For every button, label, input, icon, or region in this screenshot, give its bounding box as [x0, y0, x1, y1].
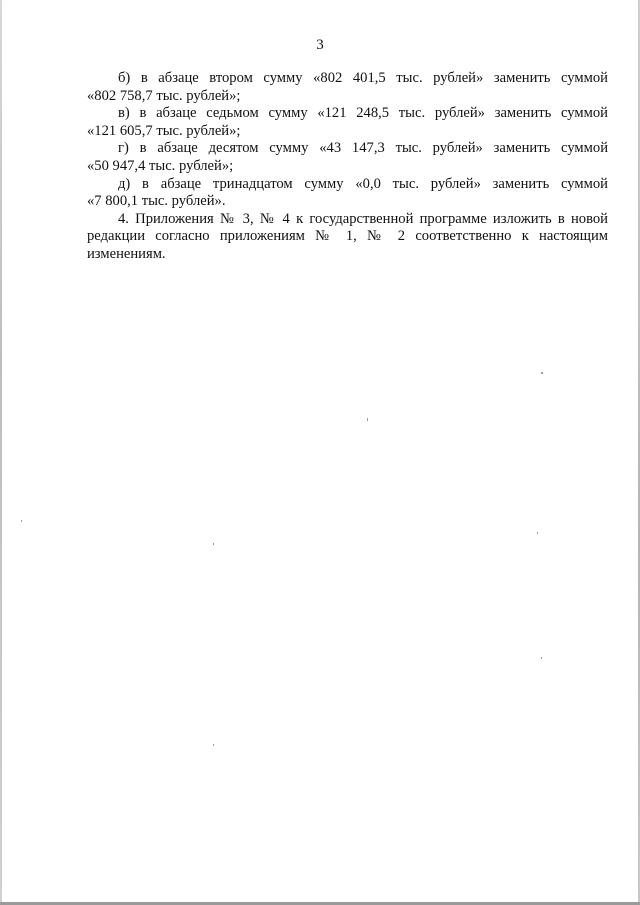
paragraph-d: [87, 176, 608, 211]
document-body: [87, 70, 608, 264]
paragraph-item-4: [87, 211, 608, 264]
paragraph-line: г) в абзаце десятом сумму «43 147,3 тыс. рублей» заменить суммой: [118, 140, 608, 157]
scan-speck: [541, 372, 543, 374]
paragraph-line: в) в абзаце седьмом сумму «121 248,5 тыс. рублей» заменить суммой: [118, 105, 608, 122]
paragraph-line: 4. Приложения № 3, № 4 к государственной программе изложить в новой: [118, 210, 608, 227]
paragraph-line: редакции согласно приложениям № 1, № 2 соответственно к настоящим: [87, 228, 608, 245]
paragraph-v: [87, 105, 608, 140]
scan-speck: [541, 657, 542, 659]
scan-speck: [537, 532, 538, 534]
scan-speck: [213, 543, 214, 545]
paragraph-line: изменениям.: [87, 245, 166, 262]
paragraph-line: «50 947,4 тыс. рублей»;: [87, 157, 234, 174]
scan-edge-left: [0, 0, 2, 905]
paragraph-line: «121 605,7 тыс. рублей»;: [87, 122, 241, 139]
paragraph-b: [87, 70, 608, 105]
paragraph-line: д) в абзаце тринадцатом сумму «0,0 тыс. рублей» заменить суммой: [118, 175, 608, 192]
paragraph-line: «802 758,7 тыс. рублей»;: [87, 87, 241, 104]
paragraph-line: «7 800,1 тыс. рублей».: [87, 193, 226, 210]
page-number: 3: [316, 37, 324, 53]
paragraph-line: б) в абзаце втором сумму «802 401,5 тыс. рублей» заменить суммой: [118, 70, 608, 86]
scan-speck: [367, 418, 368, 421]
paragraph-g: [87, 140, 608, 175]
scan-speck: [21, 520, 22, 522]
scan-speck: [213, 744, 214, 746]
